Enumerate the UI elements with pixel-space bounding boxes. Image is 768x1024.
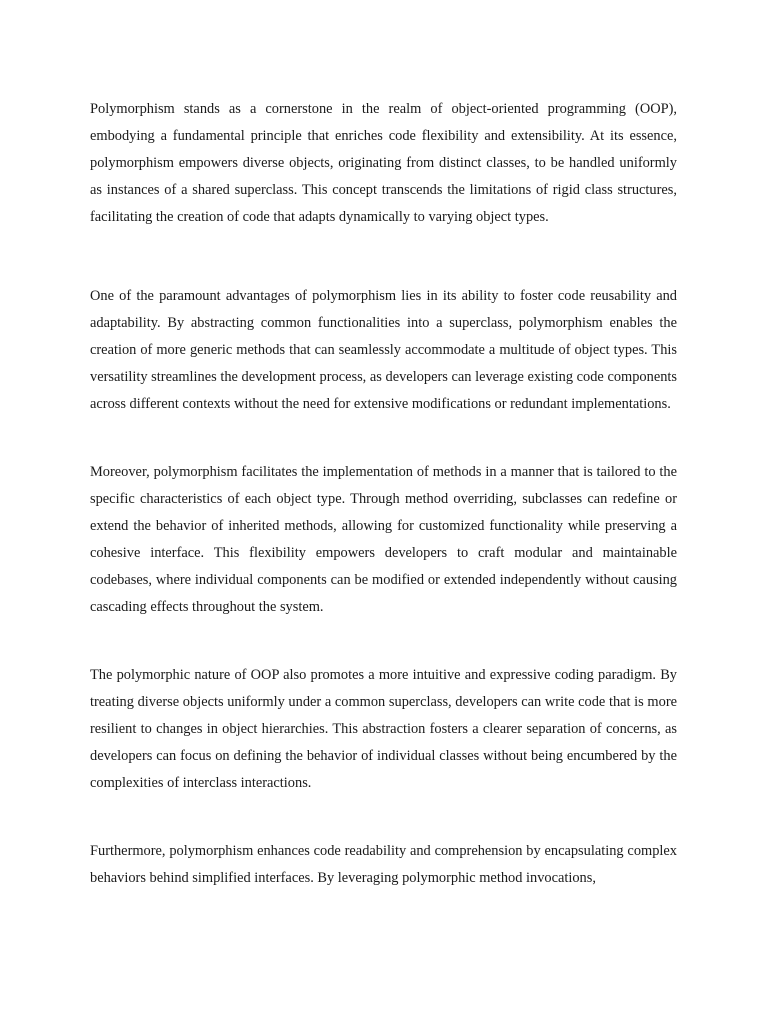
paragraph-coding-paradigm: The polymorphic nature of OOP also promotes a more intuitive and expressive coding paradigm. By treating diverse objects uniformly under a common superclass, developers can write code that is more resilient to changes in object hierarchies. This abstraction fosters a clearer separation of concerns, as developers can focus on defining the behavior of individual classes without being encumbered by the complexities of interclass interactions. bbox=[90, 667, 677, 791]
paragraph-readability: Furthermore, polymorphism enhances code readability and comprehension by encapsulating complex behaviors behind simplified interfaces. By leveraging polymorphic method invocations, bbox=[90, 843, 677, 886]
document-body bbox=[90, 96, 677, 892]
paragraph-polymorphism-intro: Polymorphism stands as a cornerstone in the realm of object-oriented programming (OOP), embodying a fundamental principle that enriches code flexibility and extensibility. At its essence, polymorphism empowers diverse objects, originating from distinct classes, to be handled uniformly as instances of a shared superclass. This concept transcends the limitations of rigid class structures, facilitating the creation of code that adapts dynamically to varying object types. bbox=[90, 101, 677, 225]
paragraph-reusability: One of the paramount advantages of polymorphism lies in its ability to foster code reusability and adaptability. By abstracting common functionalities into a superclass, polymorphism enables the creation of more generic methods that can seamlessly accommodate a multitude of object types. This versatility streamlines the development process, as developers can leverage existing code components across different contexts without the need for extensive modifications or redundant implementations. bbox=[90, 288, 677, 412]
paragraph-method-overriding: Moreover, polymorphism facilitates the implementation of methods in a manner that is tailored to the specific characteristics of each object type. Through method overriding, subclasses can redefine or extend the behavior of inherited methods, allowing for customized functionality while preserving a cohesive interface. This flexibility empowers developers to craft modular and maintainable codebases, where individual components can be modified or extended independently without causing cascading effects throughout the system. bbox=[90, 464, 677, 615]
